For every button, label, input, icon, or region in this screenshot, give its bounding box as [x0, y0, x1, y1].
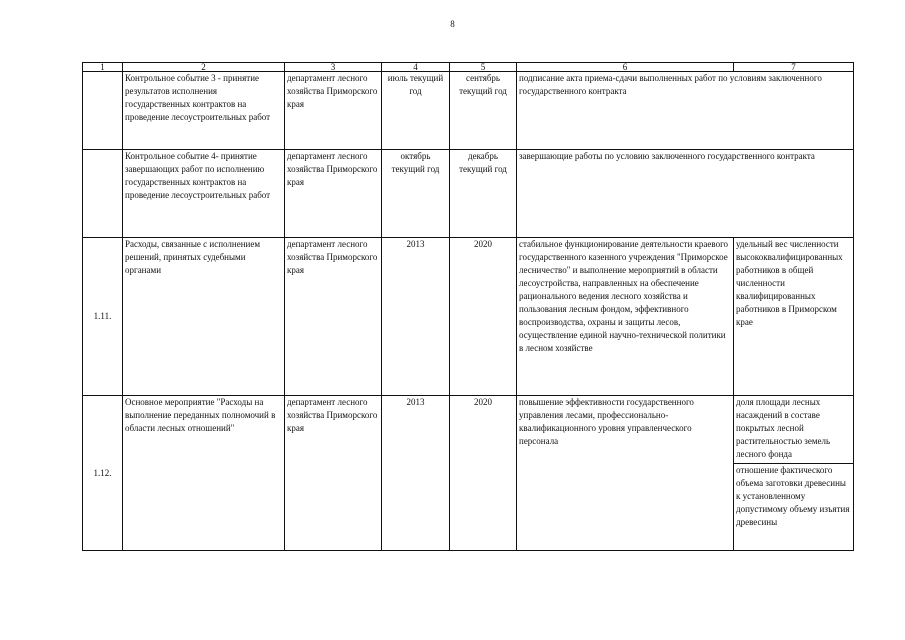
header-col-4: 4: [382, 63, 450, 72]
end-date: 2020: [450, 238, 517, 396]
end-date: 2020: [450, 396, 517, 551]
header-col-6: 6: [517, 63, 734, 72]
table-row: [83, 72, 854, 150]
executor: департамент лесного хозяйства Приморского края: [285, 396, 382, 551]
header-col-3: 3: [285, 63, 382, 72]
indicator-2: отношение фактического объема заготовки древесины к установленному допустимому объему изъятия древесины: [734, 464, 854, 551]
page-number: 8: [450, 19, 455, 29]
start-date: октябрь текущий год: [382, 150, 450, 238]
table-row: [83, 238, 854, 396]
expected-result: завершающие работы по условию заключенного государственного контракта: [517, 150, 854, 238]
header-col-5: 5: [450, 63, 517, 72]
expected-result: стабильное функционирование деятельности краевого государственного казенного учреждения "Приморское лесничество" и выполнение мероприятий в области лесоустройства, направленных на обеспечение рационального ведения лесного хозяйства и пользования лесным фондом, эффективного воспроизводства, охраны и защиты лесов, осуществление единой научно-технической политики в лесном хозяйстве: [517, 238, 734, 396]
measure-name: Основное мероприятие "Расходы на выполнение переданных полномочий в области лесных отношений": [123, 396, 285, 551]
indicator: доля площади лесных насаждений в составе покрытых лесной растительностью земель лесного фонда: [734, 396, 854, 464]
header-col-1: 1: [83, 63, 123, 72]
executor: департамент лесного хозяйства Приморского края: [285, 238, 382, 396]
measure-name: Контрольное событие 4- принятие завершающих работ по исполнению государственных контрактов на проведение лесоустроительных работ: [123, 150, 285, 238]
end-date: сентябрь текущий год: [450, 72, 517, 150]
row-number: 1.11.: [83, 238, 123, 396]
measures-table: [82, 62, 854, 551]
header-col-7: 7: [734, 63, 854, 72]
table-row: [83, 150, 854, 238]
header-row: [83, 63, 854, 72]
measure-name: Контрольное событие 3 - принятие результатов исполнения государственных контрактов на проведение лесоустроительных работ: [123, 72, 285, 150]
expected-result: повышение эффективности государственного управления лесами, профессионально-квалификационного уровня управленческого персонала: [517, 396, 734, 551]
row-number: [83, 72, 123, 150]
header-col-2: 2: [123, 63, 285, 72]
expected-result: подписание акта приема-сдачи выполненных работ по условиям заключенного государственного контракта: [517, 72, 854, 150]
executor: департамент лесного хозяйства Приморского края: [285, 150, 382, 238]
start-date: июль текущий год: [382, 72, 450, 150]
row-number: 1.12.: [83, 396, 123, 551]
row-number: [83, 150, 123, 238]
indicator: удельный вес численности высококвалифицированных работников в общей численности квалифицированных работников в Приморском крае: [734, 238, 854, 396]
executor: департамент лесного хозяйства Приморского края: [285, 72, 382, 150]
table-row: [83, 396, 854, 464]
measure-name: Расходы, связанные с исполнением решений, принятых судебными органами: [123, 238, 285, 396]
end-date: декабрь текущий год: [450, 150, 517, 238]
start-date: 2013: [382, 238, 450, 396]
start-date: 2013: [382, 396, 450, 551]
